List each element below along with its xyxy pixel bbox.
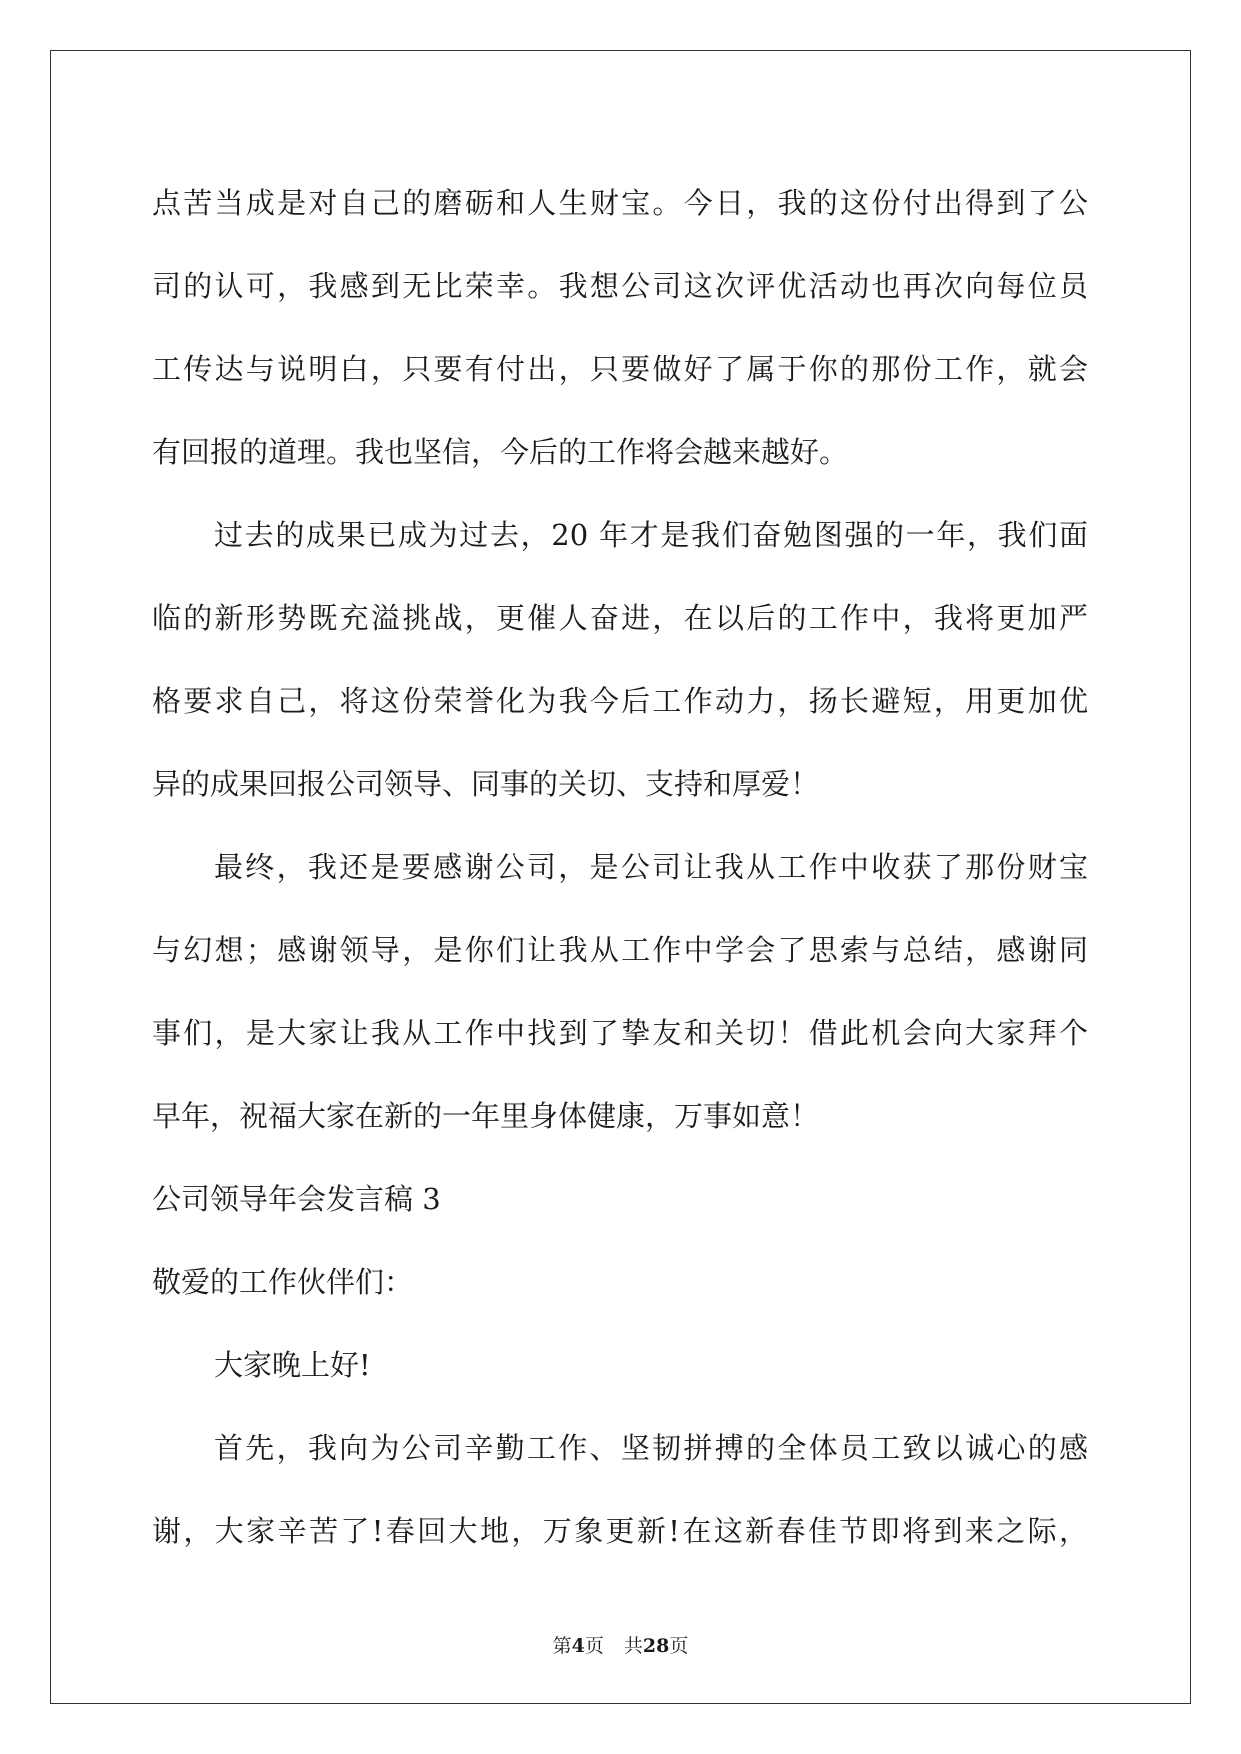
- document-body: [152, 162, 1088, 1573]
- text-line: 敬爱的工作伙伴们：: [152, 1265, 414, 1299]
- text-line: 异的成果回报公司领导、同事的关切、支持和厚爱！: [152, 767, 820, 801]
- footer-prefix: 第: [552, 1635, 572, 1657]
- text-line: 大家晚上好!: [214, 1348, 371, 1382]
- footer-total-prefix: 共: [623, 1635, 643, 1657]
- paragraph: [152, 1158, 1088, 1241]
- page-footer: [0, 1631, 1241, 1658]
- paragraph: [152, 826, 1088, 1158]
- text-line: 早年，祝福大家在新的一年里身体健康，万事如意！: [152, 1099, 820, 1133]
- paragraph: [152, 494, 1088, 826]
- text-line: 工传达与说明白，只要有付出，只要做好了属于你的那份工作，就会: [152, 352, 1088, 386]
- text-line: 公司领导年会发言稿 3: [152, 1182, 441, 1216]
- text-line: 点苦当成是对自己的磨砺和人生财宝。今日，我的这份付出得到了公: [152, 186, 1088, 220]
- text-line: 过去的成果已成为过去，20 年才是我们奋勉图强的一年，我们面: [214, 518, 1088, 552]
- text-line: 有回报的道理。我也坚信，今后的工作将会越来越好。: [152, 435, 849, 469]
- text-line: 格要求自己，将这份荣誉化为我今后工作动力，扬长避短，用更加优: [152, 684, 1088, 718]
- footer-total-suffix: 页: [669, 1635, 689, 1657]
- paragraph: [152, 1241, 1088, 1324]
- text-line: 事们，是大家让我从工作中找到了挚友和关切！借此机会向大家拜个: [152, 1016, 1088, 1050]
- text-line: 临的新形势既充溢挑战，更催人奋进，在以后的工作中，我将更加严: [152, 601, 1088, 635]
- text-line: 谢，大家辛苦了!春回大地，万象更新!在这新春佳节即将到来之际，: [152, 1514, 1088, 1548]
- footer-page-word: 页: [584, 1635, 604, 1657]
- text-line: 最终，我还是要感谢公司，是公司让我从工作中收获了那份财宝: [214, 850, 1088, 884]
- footer-current-page: 4: [571, 1635, 585, 1657]
- paragraph: [152, 1407, 1088, 1573]
- paragraph: [152, 162, 1088, 494]
- footer-total-pages: 28: [642, 1635, 670, 1657]
- text-line: 司的认可，我感到无比荣幸。我想公司这次评优活动也再次向每位员: [152, 269, 1088, 303]
- text-line: 与幻想；感谢领导，是你们让我从工作中学会了思索与总结，感谢同: [152, 933, 1088, 967]
- text-line: 首先，我向为公司辛勤工作、坚韧拼搏的全体员工致以诚心的感: [214, 1431, 1088, 1465]
- paragraph: [152, 1324, 1088, 1407]
